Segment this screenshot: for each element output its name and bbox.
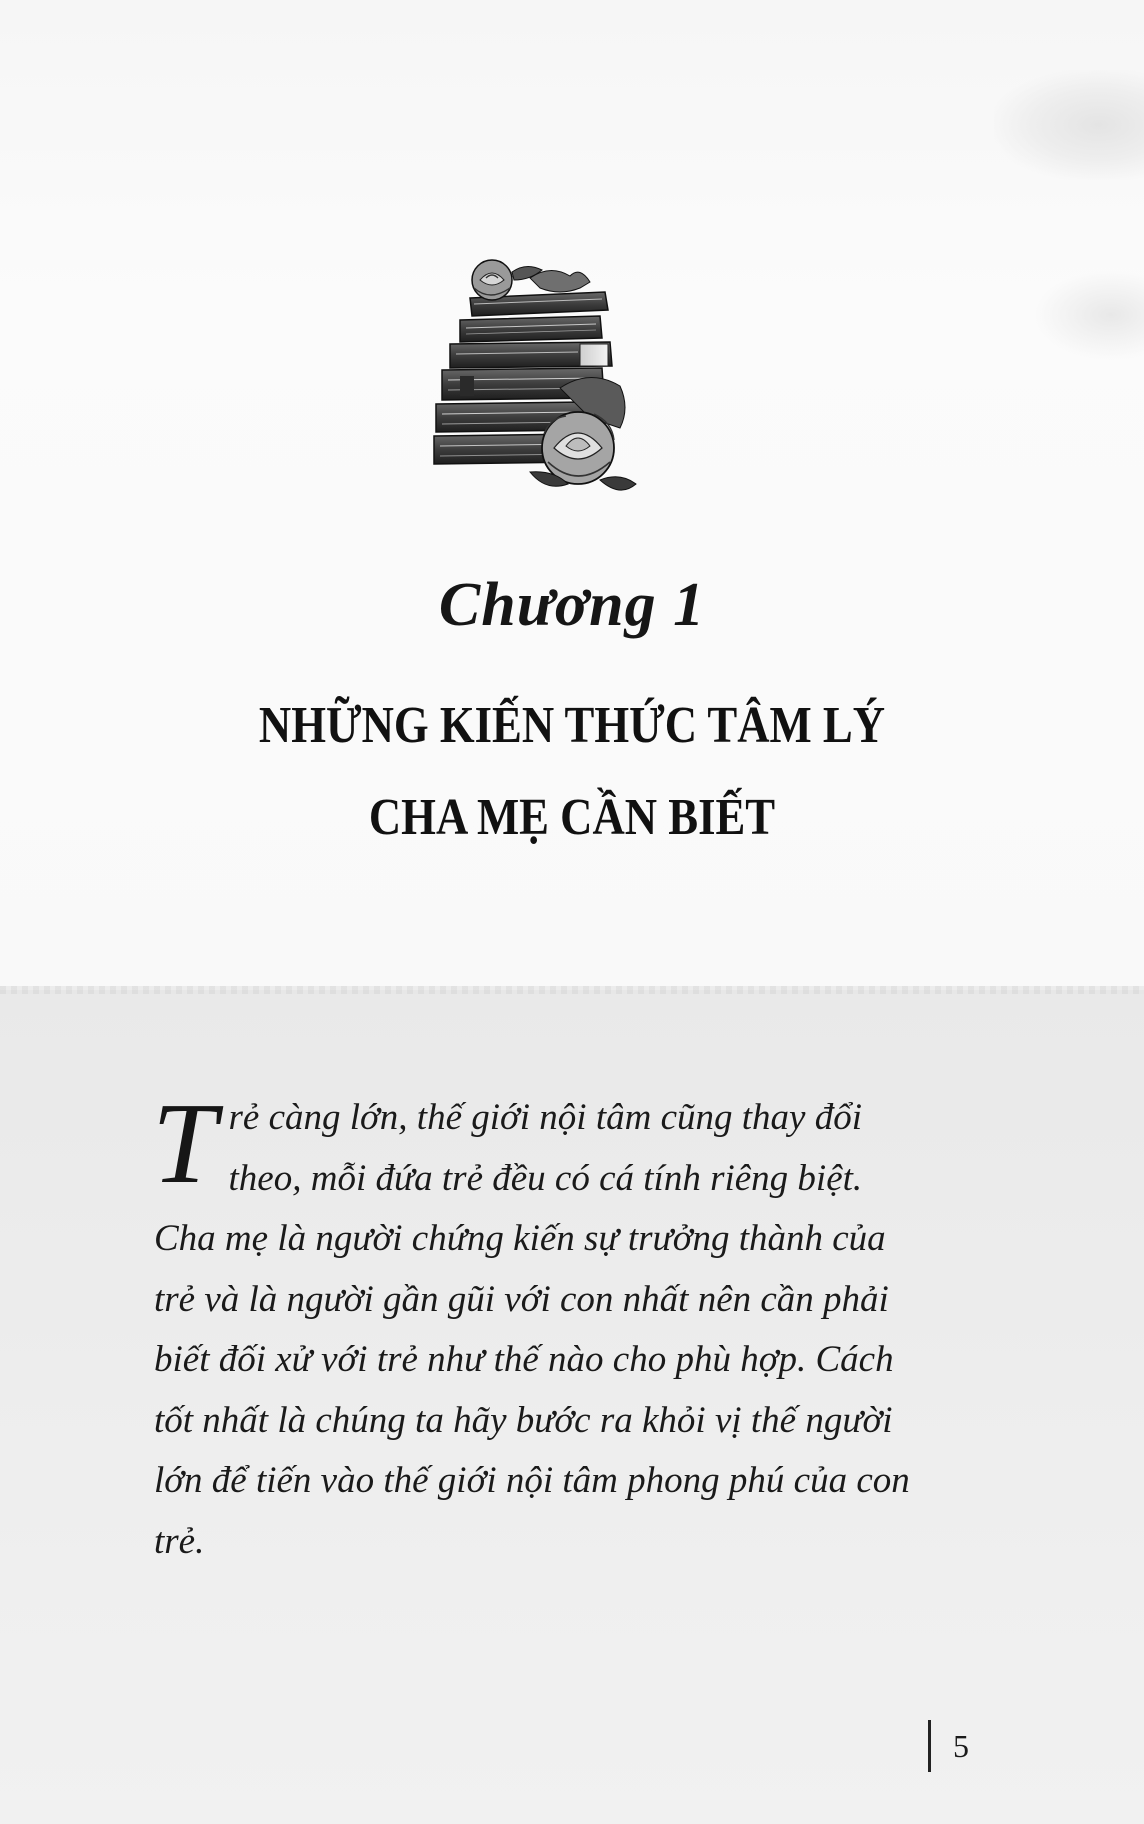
chapter-title	[80, 680, 1064, 864]
footer-divider	[928, 1720, 931, 1772]
chapter-title-line-2: CHA MẸ CẦN BIẾT	[368, 789, 776, 846]
intro-text: rẻ càng lớn, thế giới nội tâm cũng thay đổi theo, mỗi đứa trẻ đều có cá tính riêng biệt. Cha mẹ là người chứng kiến sự trưởng thành của trẻ và là người gần gũi với con nhất nên cần phải biết đối xử với trẻ như thế nào cho phù hợp. Cách tốt nhất là chúng ta hãy bước ra khỏi vị thế người lớn để tiến vào thế giới nội tâm phong phú của con trẻ.	[154, 1097, 910, 1562]
chapter-intro-paragraph	[152, 1080, 914, 1572]
page-footer	[928, 1720, 969, 1772]
scan-shadow	[994, 70, 1144, 180]
page-number: 5	[953, 1727, 969, 1764]
drop-cap: T	[152, 1080, 217, 1208]
shaded-band-edge	[0, 986, 1144, 994]
scan-shadow	[1034, 270, 1144, 360]
books-and-roses-icon	[430, 258, 650, 508]
chapter-title-line-1: NHỮNG KIẾN THỨC TÂM LÝ	[258, 697, 886, 754]
chapter-label: Chương 1	[438, 571, 706, 639]
